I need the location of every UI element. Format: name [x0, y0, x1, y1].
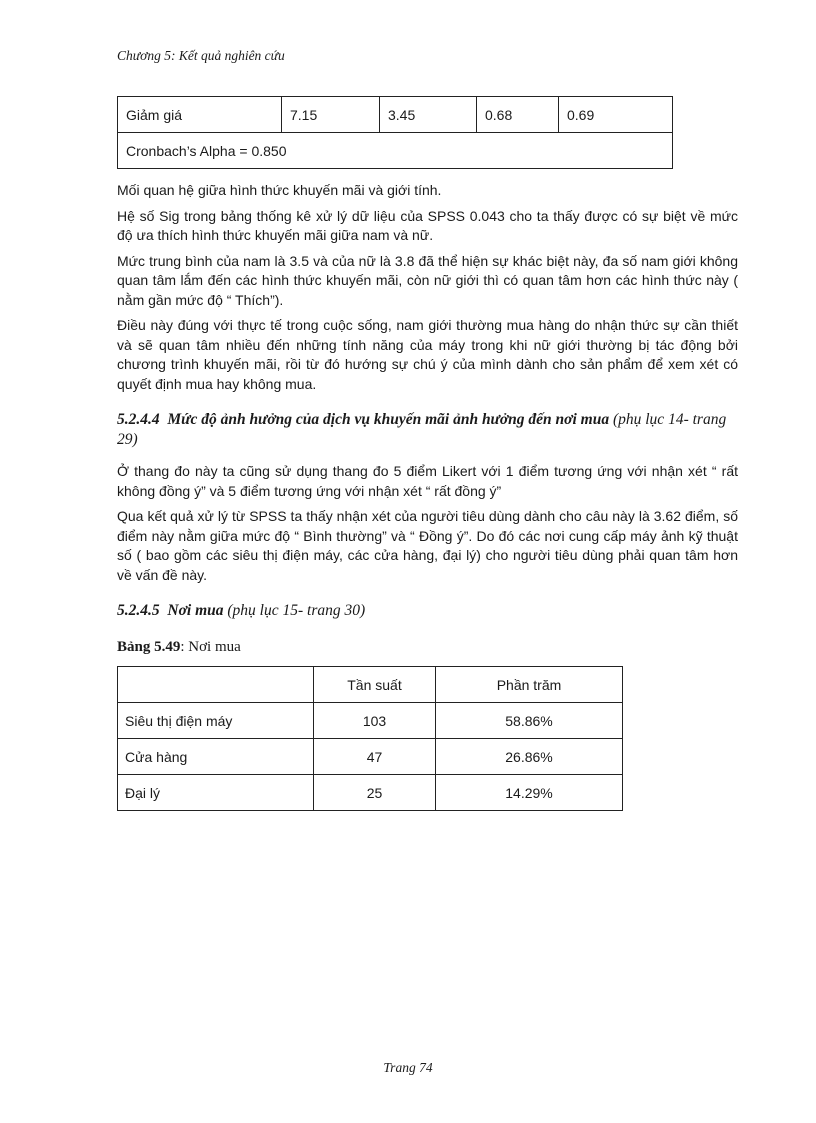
table-cell: 3.45 [380, 97, 477, 133]
table-cell: 0.69 [559, 97, 673, 133]
table-row [118, 739, 623, 775]
table-row [118, 97, 673, 133]
table-row [118, 775, 623, 811]
table-header-row [118, 667, 623, 703]
section-title: Mức độ ảnh hưởng của dịch vụ khuyến mãi ảnh hưởng đến nơi mua [167, 411, 610, 428]
reliability-table [117, 96, 673, 169]
table-cell: 25 [314, 775, 436, 811]
section-number: 5.2.4.5 [117, 602, 160, 619]
table-caption [117, 639, 738, 656]
header-cell: Phần trăm [436, 667, 623, 703]
table-cell: Siêu thị điện máy [118, 703, 314, 739]
paragraph: Qua kết quả xử lý từ SPSS ta thấy nhận xét của người tiêu dùng dành cho câu này là 3.62 điểm, số điểm này nằm giữa mức độ “ Bình thường” và “ Đồng ý”. Do đó các nơi cung cấp máy ảnh kỹ thuật số ( bao gồm các siêu thị điện máy, các cửa hàng, đại lý) cho người tiêu dùng phải quan tâm hơn về vấn đề này. [117, 508, 738, 583]
table-cell: 0.68 [477, 97, 559, 133]
header-cell: Tần suất [314, 667, 436, 703]
section-ref: (phụ lục 14- trang 29) [117, 411, 727, 448]
section-title: Nơi mua [167, 602, 224, 619]
table-cell: Giảm giá [118, 97, 282, 133]
paragraph: Điều này đúng với thực tế trong cuộc sống, nam giới thường mua hàng do nhận thức sự cần thiết và sẽ quan tâm nhiều đến những tính năng của máy trong khi nữ giới thường bị tác động bởi chương trình khuyến mãi, rồi từ đó hướng sự chú ý của mình dành cho sản phẩm để xem xét có quyết định mua hay không mua. [117, 317, 738, 392]
section-heading-5245 [117, 601, 738, 621]
header-cell [118, 667, 314, 703]
cronbach-alpha-cell: Cronbach’s Alpha = 0.850 [118, 133, 673, 169]
page-content [117, 96, 738, 811]
section-heading-5244 [117, 410, 738, 450]
table-cell: 26.86% [436, 739, 623, 775]
paragraph: Ở thang đo này ta cũng sử dụng thang đo 5 điểm Likert với 1 điểm tương ứng với nhận xét “ rất không đồng ý” và 5 điểm tương ứng với nhận xét “ rất đồng ý” [117, 463, 738, 499]
table-row [118, 703, 623, 739]
paragraph: Hệ số Sig trong bảng thống kê xử lý dữ liệu của SPSS 0.043 cho ta thấy được có sự biệt về mức độ ưa thích hình thức khuyến mãi giữa nam và nữ. [117, 207, 738, 243]
table-cell: 14.29% [436, 775, 623, 811]
table-caption-text: : Nơi mua [180, 639, 241, 655]
purchase-place-table [117, 666, 623, 811]
paragraph: Mối quan hệ giữa hình thức khuyến mãi và giới tính. [117, 182, 442, 198]
table-cell: 47 [314, 739, 436, 775]
section-ref: (phụ lục 15- trang 30) [227, 602, 366, 619]
table-row [118, 133, 673, 169]
table-cell: Cửa hàng [118, 739, 314, 775]
section-number: 5.2.4.4 [117, 411, 160, 428]
chapter-header: Chương 5: Kết quả nghiên cứu [117, 48, 285, 63]
paragraph: Mức trung bình của nam là 3.5 và của nữ là 3.8 đã thể hiện sự khác biệt này, đa số nam giới không quan tâm lắm đến các hình thức khuyến mãi, còn nữ giới thì có quan tâm hơn các hình thức này ( nằm gần mức độ “ Thích”). [117, 252, 738, 308]
table-cell: Đại lý [118, 775, 314, 811]
page-number: Trang 74 [383, 1060, 433, 1075]
table-cell: 58.86% [436, 703, 623, 739]
table-cell: 103 [314, 703, 436, 739]
table-label: Bảng 5.49 [117, 639, 181, 655]
table-cell: 7.15 [282, 97, 380, 133]
